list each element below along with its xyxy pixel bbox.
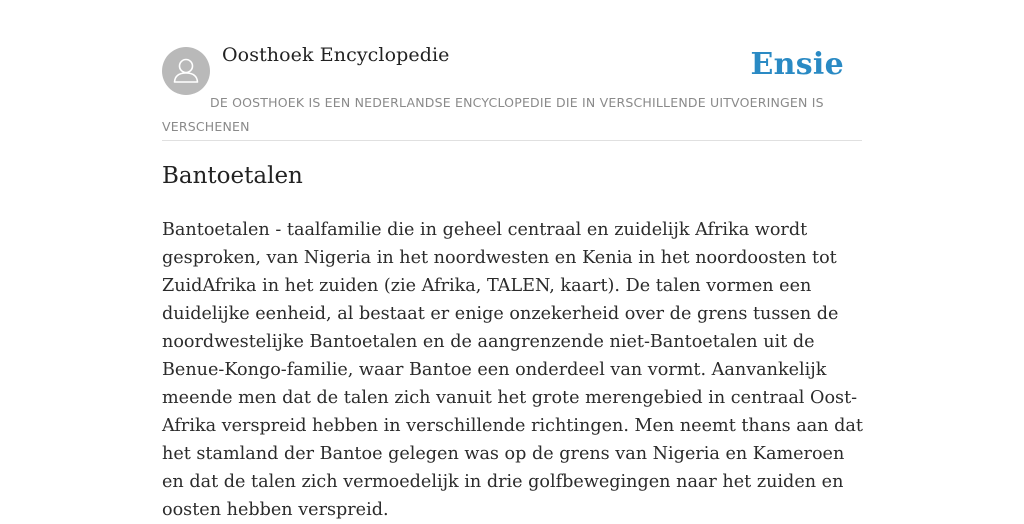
user-icon[interactable] [162, 47, 210, 95]
source-header [162, 0, 862, 141]
article-body: Bantoetalen - taalfamilie die in geheel centraal en zuidelijk Afrika wordt gesproken, van Nigeria in het noordwesten en Kenia in het noordoosten tot ZuidAfrika in het zuiden (zie Afrika, TALEN, kaart). De talen vormen een duidelijke eenheid, al bestaat er enige onzekerheid over de grens tussen de noordwestelijke Bantoetalen en de aangrenzende niet-Bantoetalen uit de Benue-Kongo-familie, waar Bantoe een onderdeel van vormt. Aanvankelijk meende men dat de talen zich vanuit het grote merengebied in centraal Oost-Afrika verspreid hebben in verschillende richtingen. Men neemt thans aan dat het stamland der Bantoe gelegen was op de grens van Nigeria en Kameroen en dat de talen zich vermoedelijk in drie golfbewegingen naar het zuiden en oosten hebben verspreid. [162, 220, 863, 520]
source-title[interactable]: Oosthoek Encyclopedie [222, 44, 450, 66]
article-title: Bantoetalen [162, 163, 303, 189]
brand-logo[interactable]: Ensie [750, 47, 844, 82]
source-description: DE OOSTHOEK IS EEN NEDERLANDSE ENCYCLOPEDIE DIE IN VERSCHILLENDE UITVOERINGEN IS VERSCHENEN [162, 95, 824, 134]
page [162, 0, 863, 520]
